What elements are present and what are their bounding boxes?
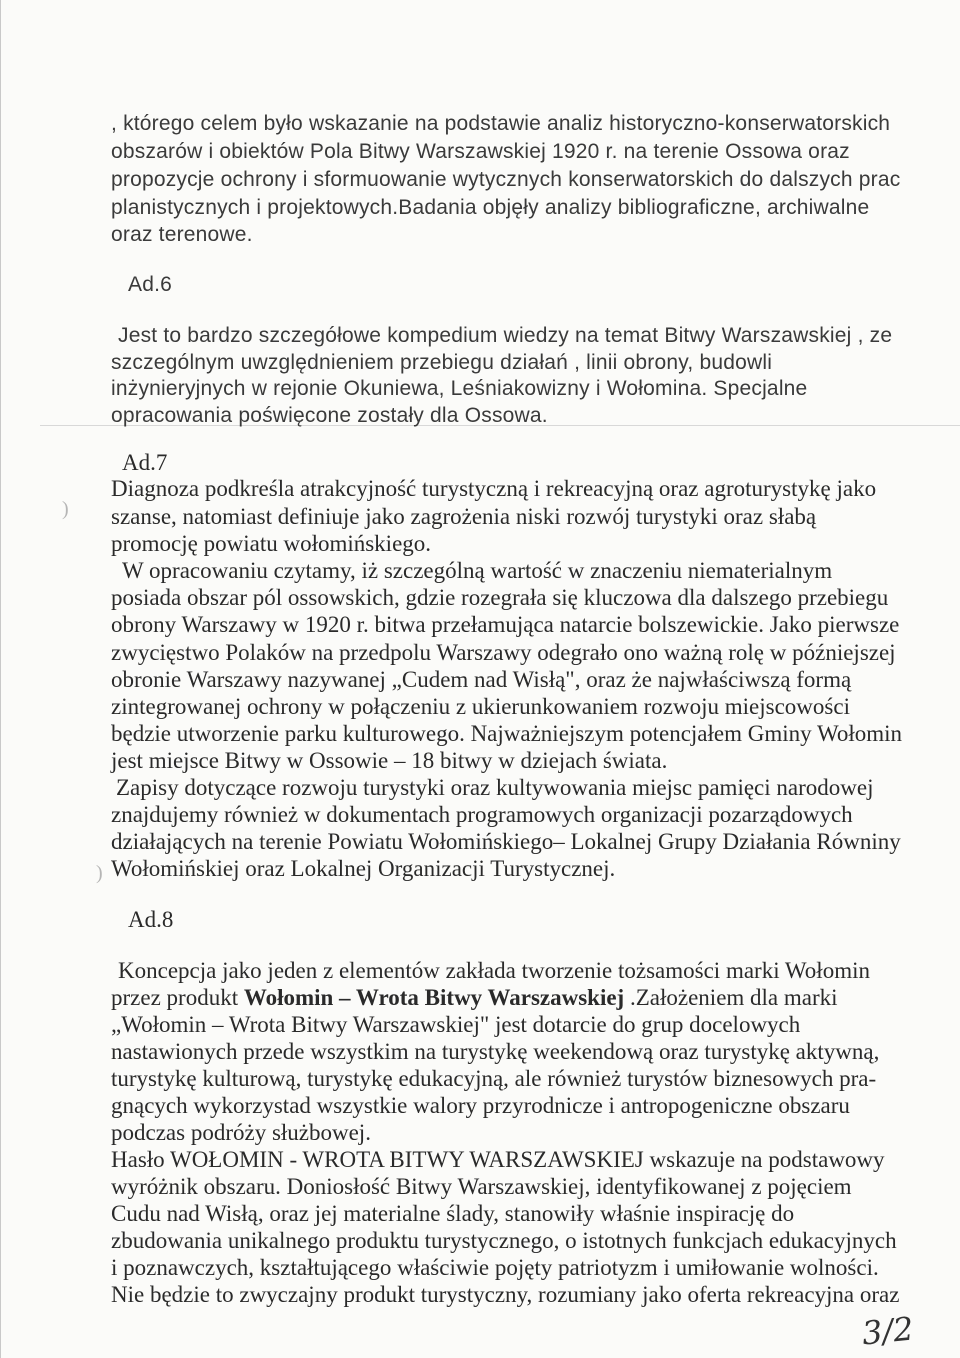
- margin-bracket: ): [62, 498, 69, 520]
- paragraph-line: W opracowaniu czytamy, iż szczególną wartość w znaczeniu niematerialnym: [122, 558, 833, 583]
- paragraph-line: szczególnym uwzględnieniem przebiegu działań , linii obrony, budowli: [111, 351, 773, 374]
- scan-edge: [0, 0, 1, 1358]
- paragraph-line: szanse, natomiast definiuje jako zagrożenia niski rozwój turystyki oraz słabą: [111, 504, 817, 529]
- inline-text: .Założeniem dla marki: [624, 985, 838, 1010]
- paragraph-line: inżynieryjnych w rejonie Okuniewa, Leśniakowizny i Wołomina. Specjalne: [111, 377, 808, 400]
- paragraph-line: Koncepcja jako jeden z elementów zakłada tworzenie tożsamości marki Wołomin: [118, 958, 870, 983]
- paragraph-line: będzie utworzenie parku kulturowego. Najważniejszym potencjałem Gminy Wołomin: [111, 721, 902, 746]
- paragraph-line: Diagnoza podkreśla atrakcyjność turystyczną i rekreacyjną oraz agroturystykę jako: [111, 476, 877, 501]
- paragraph-line: zbudowania unikalnego produktu turystycznego, o istotnych funkcjach edukacyjnych: [111, 1228, 897, 1253]
- paragraph-line: jest miejsce Bitwy w Ossowie – 18 bitwy w dziejach świata.: [111, 748, 668, 773]
- section-heading-ad6: Ad.6: [128, 273, 172, 296]
- paragraph-line: , którego celem było wskazanie na podstawie analiz historyczno-konserwatorskich: [111, 112, 891, 135]
- paragraph-line: zwycięstwo Polaków na przedpolu Warszawy odegrało ono ważną rolę w późniejszej: [111, 640, 896, 665]
- paragraph-line: i poznawczych, kształtującego właściwie pojęty patriotyzm i umiłowanie wolności.: [111, 1255, 879, 1280]
- paragraph-line: działających na terenie Powiatu Wołomińskiego– Lokalnej Grupy Działania Równiny: [111, 829, 901, 854]
- paragraph-line: „Wołomin – Wrota Bitwy Warszawskiej" jest dotarcie do grup docelowych: [111, 1012, 801, 1037]
- section-heading-ad8: Ad.8: [128, 907, 174, 932]
- paragraph-line: Hasło WOŁOMIN - WROTA BITWY WARSZAWSKIEJ wskazuje na podstawowy: [111, 1147, 885, 1172]
- section-heading-ad7: Ad.7: [122, 450, 168, 475]
- paragraph-line: Cudu nad Wisłą, oraz jej materialne ślady, stanowiły właśnie inspirację do: [111, 1201, 795, 1226]
- paragraph-line: Zapisy dotyczące rozwoju turystyki oraz kultywowania miejsc pamięci narodowej: [116, 775, 874, 800]
- paragraph-line: obronie Warszawy nazywanej „Cudem nad Wisłą", oraz że najwłaściwszą formą: [111, 667, 852, 692]
- margin-bracket: ): [96, 862, 103, 884]
- brand-name-bold: Wołomin – Wrota Bitwy Warszawskiej: [243, 985, 625, 1010]
- paragraph-line: obrony Warszawy w 1920 r. bitwa przełamująca natarcie bolszewickie. Jako pierwsze: [111, 612, 900, 637]
- paragraph-line: Nie będzie to zwyczajny produkt turystyczny, rozumiany jako oferta rekreacyjna oraz: [111, 1282, 900, 1307]
- paragraph-line: podczas podróży służbowej.: [111, 1120, 371, 1145]
- paragraph-line: opracowania poświęcone zostały dla Ossowa.: [111, 404, 548, 427]
- inline-text: przez produkt: [111, 985, 244, 1010]
- paragraph-line: Jest to bardzo szczegółowe kompedium wiedzy na temat Bitwy Warszawskiej , ze: [118, 324, 893, 347]
- paragraph-line: wyróżnik obszaru. Doniosłość Bitwy Warszawskiej, identyfikowanej z pojęciem: [111, 1174, 852, 1199]
- paragraph-line: turystykę kulturową, turystykę edukacyjną, ale również turystów biznesowych pra-: [111, 1066, 877, 1091]
- paragraph-line: Wołomińskiej oraz Lokalnej Organizacji Turystycznej.: [111, 856, 616, 881]
- paragraph-line: zintegrowanej ochrony w połączeniu z ukierunkowaniem rozwoju miejscowości: [111, 694, 850, 719]
- paragraph-line: planistycznych i projektowych.Badania objęły analizy bibliograficzne, archiwalne: [111, 196, 870, 219]
- paragraph-line: [111, 984, 838, 1012]
- paragraph-line: oraz terenowe.: [111, 223, 253, 246]
- paragraph-line: posiada obszar pól ossowskich, gdzie rozegrała się kluczowa dla dalszego przebiegu: [111, 585, 889, 610]
- paragraph-line: gnących wykorzystad wszystkie walory przyrodnicze i antropogeniczne obszaru: [111, 1093, 850, 1118]
- paragraph-line: propozycje ochrony i sformuowanie wytycznych konserwatorskich do dalszych prac: [111, 168, 901, 191]
- paragraph-line: obszarów i obiektów Pola Bitwy Warszawskiej 1920 r. na terenie Ossowa oraz: [111, 140, 850, 163]
- paragraph-line: znajdujemy również w dokumentach programowych organizacji pozarządowych: [111, 802, 853, 827]
- paragraph-line: nastawionych przede wszystkim na turystykę weekendową oraz turystykę aktywną,: [111, 1039, 880, 1064]
- paragraph-line: promocję powiatu wołomińskiego.: [111, 531, 432, 556]
- page-number: 3/2: [860, 1309, 916, 1353]
